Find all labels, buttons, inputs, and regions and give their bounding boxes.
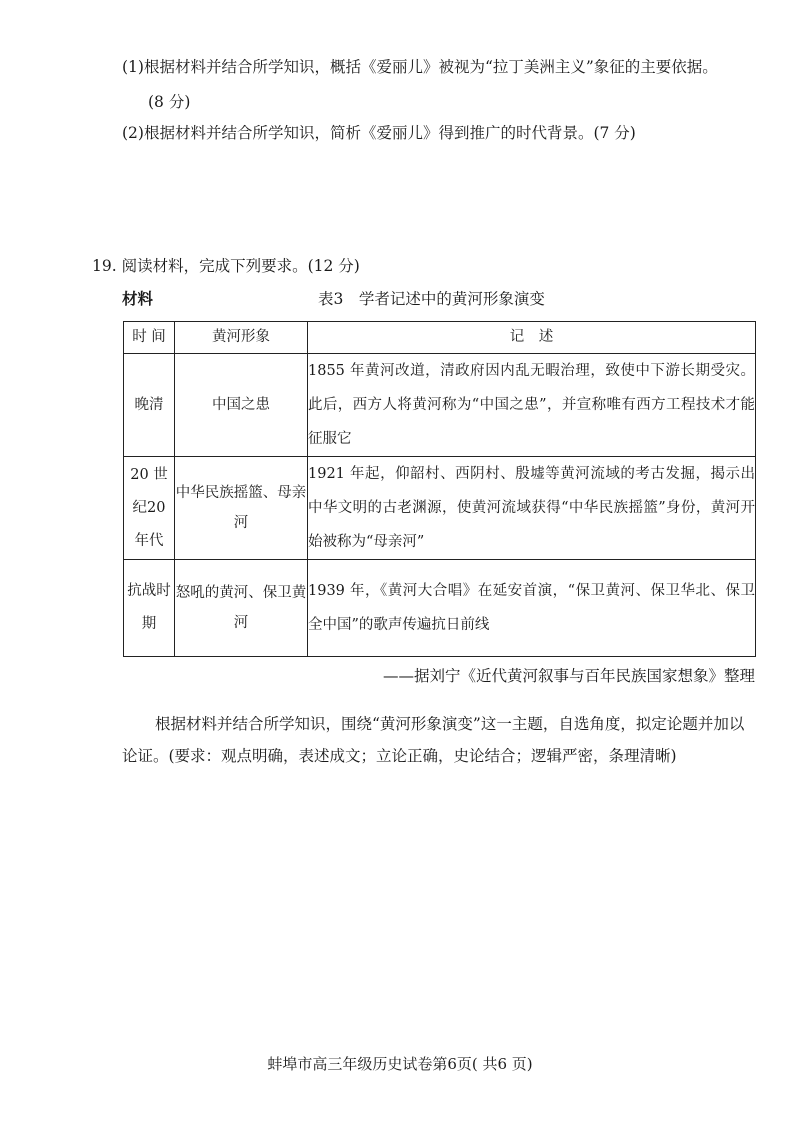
table-row — [124, 354, 756, 457]
row-description: 1855 年黄河改道，清政府因内乱无暇治理，致使中下游长期受灾。此后，西方人将黄河称为“中国之患”，并宣称唯有西方工程技术才能征服它 — [308, 354, 756, 457]
material-source: ——据刘宁《近代黄河叙事与百年民族国家想象》整理 — [382, 667, 755, 685]
row-time: 20 世纪20 年代 — [124, 457, 175, 560]
row-description: 1921 年起，仰韶村、西阴村、殷墟等黄河流域的考古发掘，揭示出中华文明的古老渊源，使黄河流域获得“中华民族摇篮”身份，黄河开始被称为“母亲河” — [308, 457, 756, 560]
table-row — [124, 457, 756, 560]
table-caption: 表3 学者记述中的黄河形象演变 — [318, 290, 545, 308]
page-footer: 蚌埠市高三年级历史试卷第6页( 共6 页) — [267, 1055, 533, 1073]
question-19-task: 根据材料并结合所学知识，围绕“黄河形象演变”这一主题，自选角度，拟定论题并加以论证。(要求：观点明确，表述成文；立论正确，史论结合；逻辑严密，条理清晰) — [122, 715, 745, 765]
row-image: 中国之患 — [175, 354, 308, 457]
header-image: 黄河形象 — [175, 322, 308, 354]
header-description: 记 述 — [308, 322, 756, 354]
row-time: 抗战时期 — [124, 560, 175, 657]
question-18-part-1: (1)根据材料并结合所学知识，概括《爱丽儿》被视为“拉丁美洲主义”象征的主要依据。 — [122, 58, 718, 76]
row-description: 1939 年，《黄河大合唱》在延安首演，“保卫黄河、保卫华北、保卫全中国”的歌声传遍抗日前线 — [308, 560, 756, 657]
material-label: 材料 — [122, 289, 154, 308]
table-row — [124, 560, 756, 657]
question-18-part-2: (2)根据材料并结合所学知识，简析《爱丽儿》得到推广的时代背景。(7 分) — [122, 124, 636, 142]
question-19-heading: 19. 阅读材料，完成下列要求。(12 分) — [92, 257, 360, 275]
question-18-part-1-score: (8 分) — [148, 93, 191, 111]
yellow-river-table — [123, 321, 756, 657]
row-image: 中华民族摇篮、母亲河 — [175, 457, 308, 560]
header-time: 时 间 — [124, 322, 175, 354]
row-image: 怒吼的黄河、保卫黄河 — [175, 560, 308, 657]
table-header-row — [124, 322, 756, 354]
row-time: 晚清 — [124, 354, 175, 457]
